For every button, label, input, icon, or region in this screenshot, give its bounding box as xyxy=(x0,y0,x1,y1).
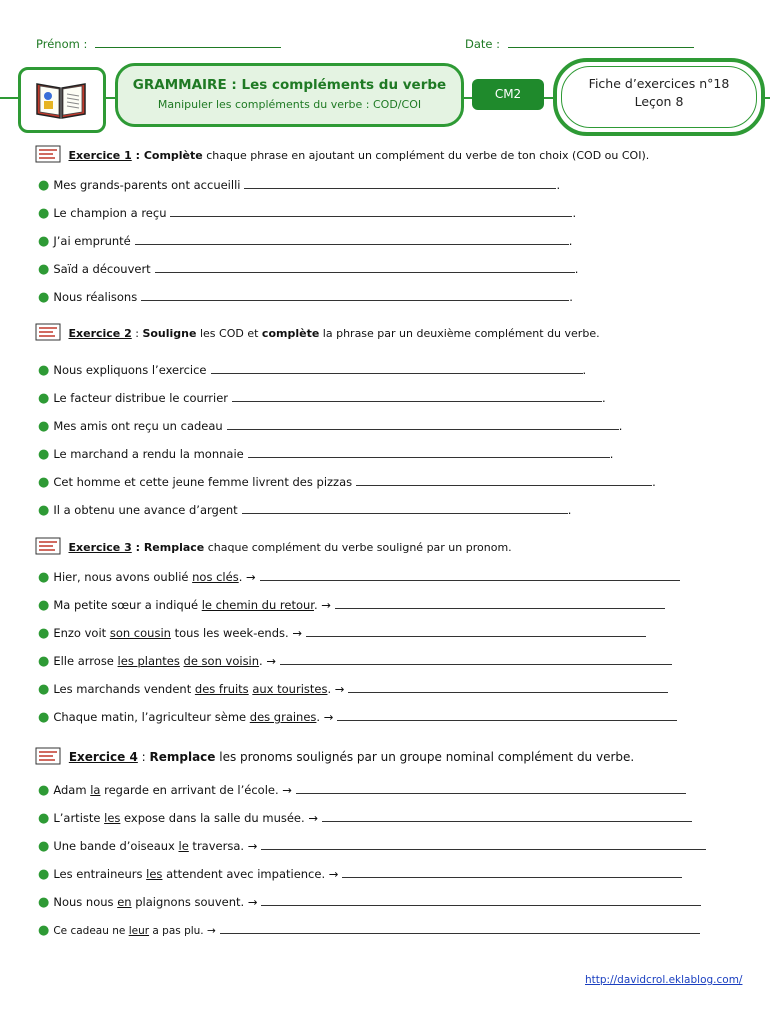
arrow-icon: → xyxy=(247,839,258,853)
answer-blank[interactable] xyxy=(322,810,692,822)
answer-blank[interactable] xyxy=(342,866,682,878)
bullet-icon: ● xyxy=(38,839,50,854)
exercise-1-verb: Complète xyxy=(143,149,203,162)
answer-blank[interactable] xyxy=(244,177,556,189)
list-item: ● Les marchands vendent des fruits aux touristes. → xyxy=(38,681,668,697)
answer-blank[interactable] xyxy=(227,418,619,430)
answer-blank[interactable] xyxy=(280,653,672,665)
list-item: ● Il a obtenu une avance d’argent . xyxy=(38,503,572,518)
bullet-icon: ● xyxy=(38,475,50,490)
exercise-4-header: Exercice 4 : Remplace les pronoms soulignés par un groupe nominal complément du verbe. xyxy=(35,746,634,766)
exercise-4-title: Exercice 4 xyxy=(68,750,138,764)
bullet-icon: ● xyxy=(38,811,50,826)
list-item: ● Elle arrose les plantes de son voisin. → xyxy=(38,653,672,669)
exercise-3-header: Exercice 3 : Remplace chaque complément du verbe souligné par un pronom. xyxy=(35,536,512,556)
bullet-icon: ● xyxy=(38,503,50,518)
page-subtitle: Manipuler les compléments du verbe : COD/COI xyxy=(157,98,422,111)
answer-blank[interactable] xyxy=(141,289,569,301)
list-item: ● Hier, nous avons oublié nos clés. → xyxy=(38,569,680,585)
exercise-4-instruction: les pronoms soulignés par un groupe nominal complément du verbe. xyxy=(215,750,635,764)
list-item: ● Cet homme et cette jeune femme livrent des pizzas . xyxy=(38,475,656,490)
arrow-icon: → xyxy=(206,925,216,937)
exercise-2-verb2: complète xyxy=(261,327,320,340)
bullet-icon: ● xyxy=(38,598,50,613)
title-box xyxy=(115,63,464,127)
list-item: ● Une bande d’oiseaux le traversa. → xyxy=(38,838,706,854)
answer-blank[interactable] xyxy=(242,502,568,514)
bullet-icon: ● xyxy=(38,363,50,378)
bullet-icon: ● xyxy=(38,290,50,305)
footer-link[interactable]: http://davidcrol.eklablog.com/ xyxy=(585,974,743,986)
bullet-icon: ● xyxy=(38,895,50,910)
list-item: ● J’ai emprunté . xyxy=(38,234,573,249)
exercise-2-title: Exercice 2 xyxy=(68,327,132,340)
bullet-icon: ● xyxy=(38,234,50,249)
exercise-4-verb: Remplace xyxy=(149,750,216,764)
arrow-icon: → xyxy=(246,570,256,584)
bullet-icon: ● xyxy=(38,867,50,882)
list-item: ● Nous nous en plaignons souvent. → xyxy=(38,894,701,910)
answer-blank[interactable] xyxy=(155,261,575,273)
list-item: ● Le marchand a rendu la monnaie . xyxy=(38,447,614,462)
date-label: Date : xyxy=(465,37,501,51)
bullet-icon: ● xyxy=(38,391,50,406)
answer-blank[interactable] xyxy=(348,681,668,693)
exercise-icon xyxy=(35,144,61,164)
answer-blank[interactable] xyxy=(211,362,583,374)
open-book-icon xyxy=(33,76,89,122)
bullet-icon: ● xyxy=(38,419,50,434)
exercise-3-verb: Remplace xyxy=(143,541,205,554)
answer-blank[interactable] xyxy=(337,709,677,721)
exercise-1-title: Exercice 1 xyxy=(68,149,132,162)
answer-blank[interactable] xyxy=(306,625,646,637)
answer-blank[interactable] xyxy=(232,390,602,402)
prenom-blank[interactable] xyxy=(95,37,281,48)
list-item: ● Le champion a reçu . xyxy=(38,206,577,221)
exercise-2-verb1: Souligne xyxy=(142,327,197,340)
arrow-icon: → xyxy=(266,654,276,668)
arrow-icon: → xyxy=(247,895,258,909)
list-item: ● Le facteur distribue le courrier . xyxy=(38,391,606,406)
level-badge: CM2 xyxy=(472,79,544,110)
answer-blank[interactable] xyxy=(335,597,665,609)
prenom-field[interactable] xyxy=(36,37,281,51)
arrow-icon: → xyxy=(323,710,334,724)
answer-blank[interactable] xyxy=(296,782,686,794)
list-item: ● Saïd a découvert . xyxy=(38,262,579,277)
list-item: ● Les entraineurs les attendent avec impatience. → xyxy=(38,866,682,882)
exercise-1-header: Exercice 1 : Complète chaque phrase en ajoutant un complément du verbe de ton choix (COD ou COI). xyxy=(35,144,649,164)
prenom-label: Prénom : xyxy=(36,37,88,51)
bullet-icon: ● xyxy=(38,262,50,277)
answer-blank[interactable] xyxy=(261,894,701,906)
bullet-icon: ● xyxy=(38,710,50,725)
answer-blank[interactable] xyxy=(220,922,700,934)
list-item: ● Ce cadeau ne leur a pas plu. → xyxy=(38,922,700,938)
answer-blank[interactable] xyxy=(260,569,680,581)
bullet-icon: ● xyxy=(38,682,50,697)
list-item: ● Ma petite sœur a indiqué le chemin du retour. → xyxy=(38,597,665,613)
answer-blank[interactable] xyxy=(170,205,572,217)
arrow-icon: → xyxy=(308,811,318,825)
list-item: ● Enzo voit son cousin tous les week-ends. → xyxy=(38,625,646,641)
bullet-icon: ● xyxy=(38,783,50,798)
exercise-3-title: Exercice 3 xyxy=(68,541,132,554)
arrow-icon: → xyxy=(334,682,345,696)
exercise-3-instruction: chaque complément du verbe souligné par un pronom. xyxy=(204,541,512,554)
list-item: ● Nous réalisons . xyxy=(38,290,573,305)
fiche-number: Fiche d’exercices n°18 xyxy=(588,76,730,91)
exercise-2-header: Exercice 2 : Souligne les COD et complète la phrase par un deuxième complément du verbe. xyxy=(35,322,600,342)
bullet-icon: ● xyxy=(38,626,50,641)
arrow-icon: → xyxy=(282,783,292,797)
arrow-icon: → xyxy=(292,626,302,640)
arrow-icon: → xyxy=(321,598,331,612)
exercise-icon xyxy=(35,746,61,766)
bullet-icon: ● xyxy=(38,206,50,221)
logo-box xyxy=(18,67,106,133)
list-item: ● Nous expliquons l’exercice . xyxy=(38,363,587,378)
list-item: ● Chaque matin, l’agriculteur sème des graines. → xyxy=(38,709,677,725)
lesson-number: Leçon 8 xyxy=(634,94,684,109)
exercise-2-instruction: la phrase par un deuxième complément du verbe. xyxy=(319,327,600,340)
bullet-icon: ● xyxy=(38,923,50,938)
date-blank[interactable] xyxy=(508,37,694,48)
arrow-icon: → xyxy=(328,867,339,881)
exercise-1-instruction: chaque phrase en ajoutant un complément du verbe de ton choix (COD ou COI). xyxy=(202,149,650,162)
exercise-icon xyxy=(35,322,61,342)
answer-blank[interactable] xyxy=(261,838,706,850)
bullet-icon: ● xyxy=(38,447,50,462)
answer-blank[interactable] xyxy=(356,474,652,486)
page-title: GRAMMAIRE : Les compléments du verbe xyxy=(132,77,447,93)
list-item: ● Mes grands-parents ont accueilli . xyxy=(38,178,561,193)
bullet-icon: ● xyxy=(38,178,50,193)
bullet-icon: ● xyxy=(38,570,50,585)
date-field[interactable] xyxy=(465,37,694,51)
bullet-icon: ● xyxy=(38,654,50,669)
answer-blank[interactable] xyxy=(248,446,610,458)
list-item: ● L’artiste les expose dans la salle du musée. → xyxy=(38,810,692,826)
exercise-icon xyxy=(35,536,61,556)
list-item: ● Adam la regarde en arrivant de l’école. → xyxy=(38,782,686,798)
list-item: ● Mes amis ont reçu un cadeau . xyxy=(38,419,623,434)
answer-blank[interactable] xyxy=(135,233,569,245)
fiche-box xyxy=(553,58,765,136)
